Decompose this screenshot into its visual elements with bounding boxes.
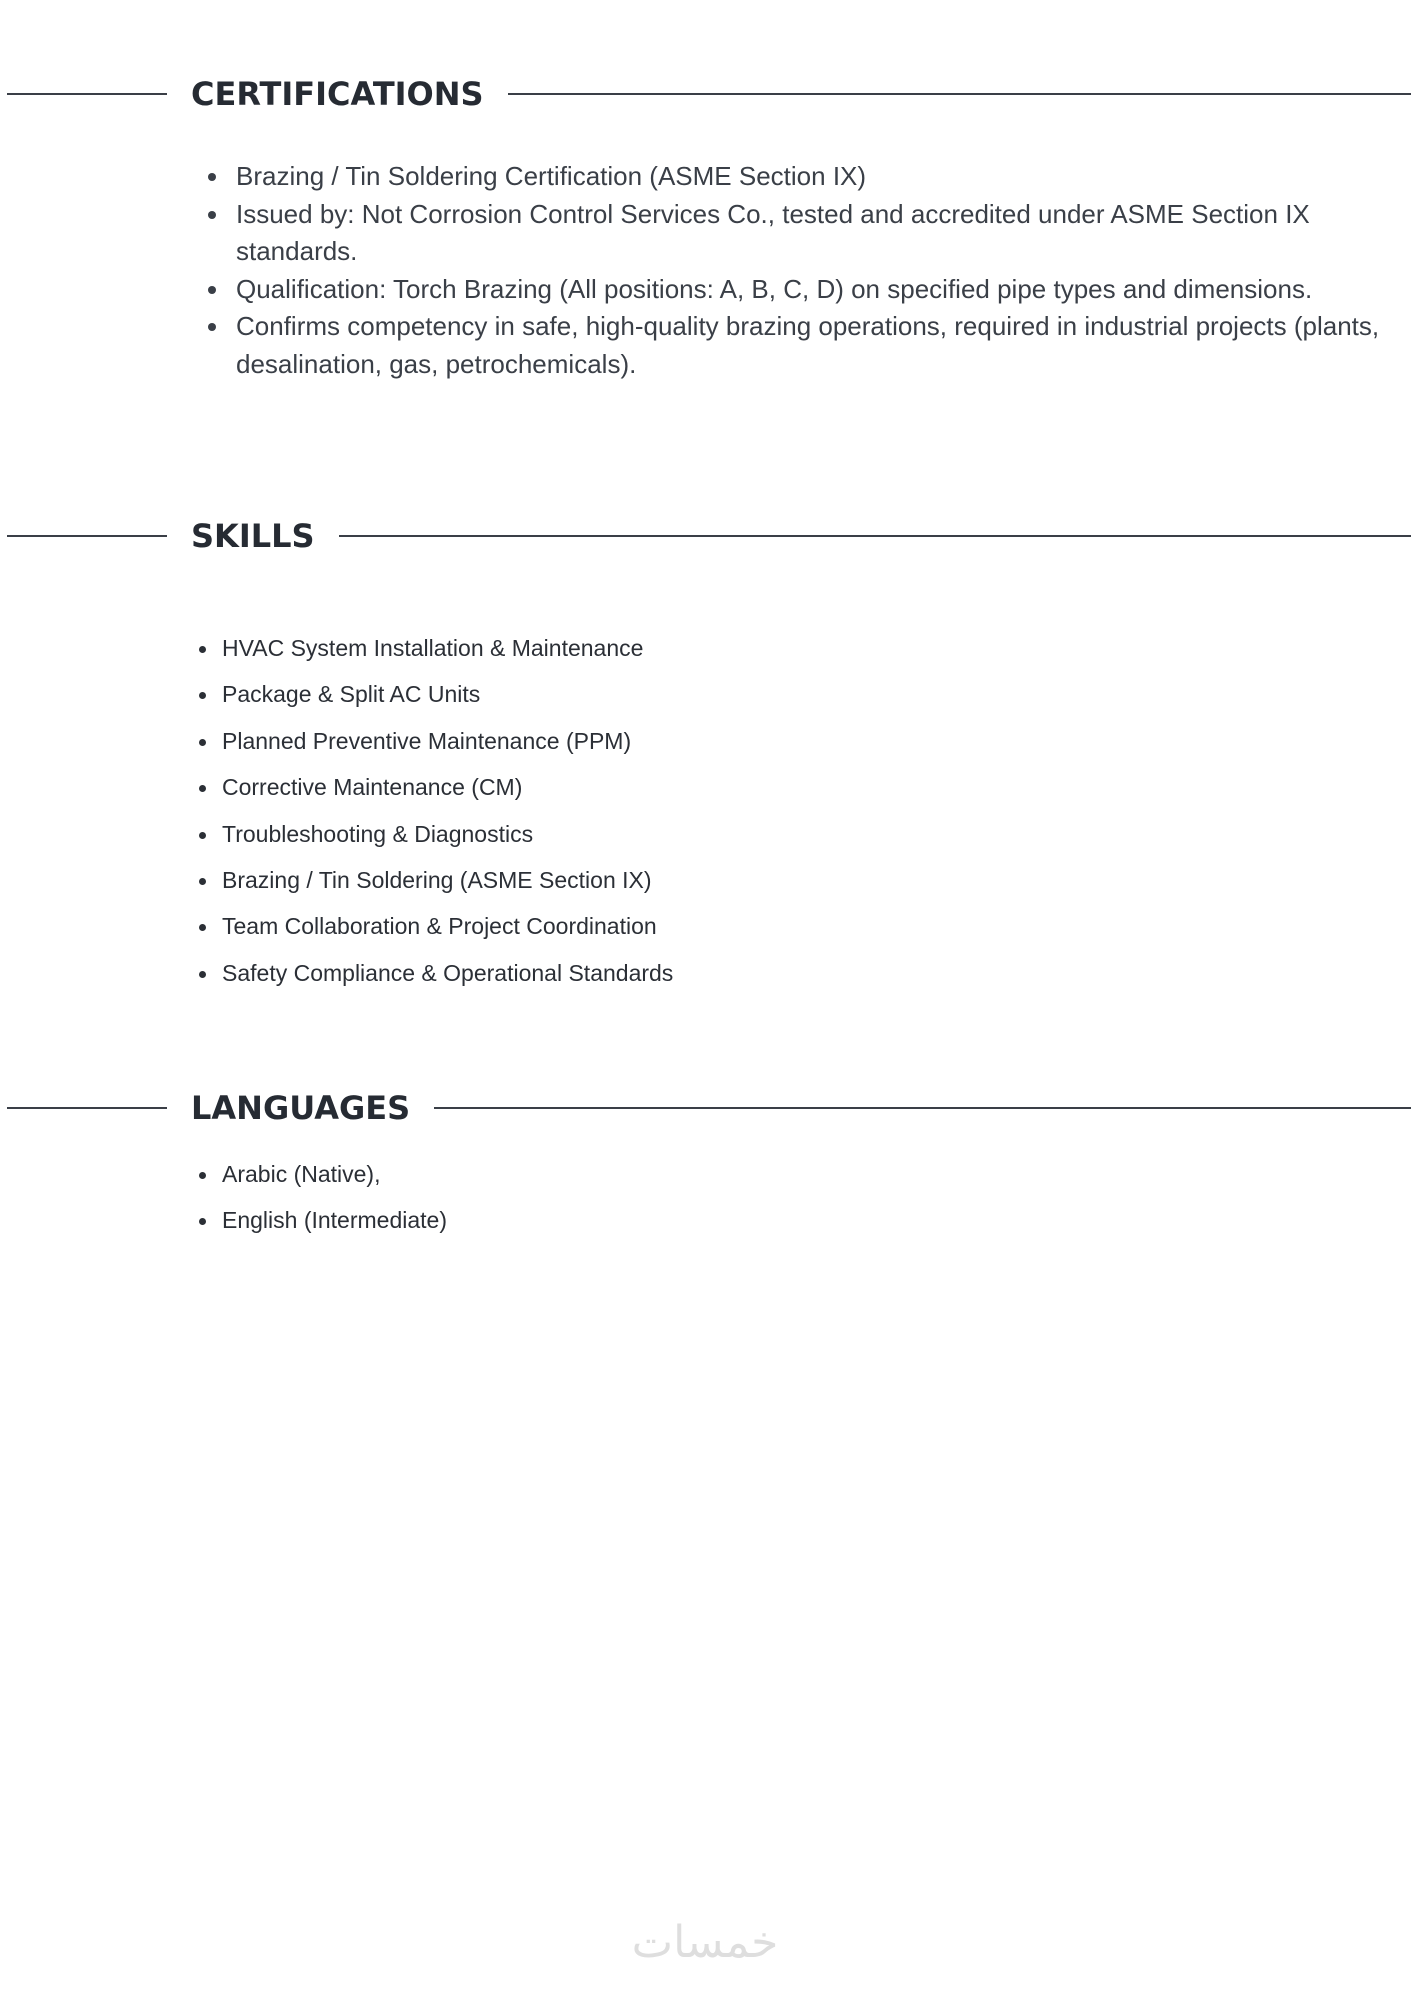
list-item: Planned Preventive Maintenance (PPM) xyxy=(222,727,673,773)
list-item: Troubleshooting & Diagnostics xyxy=(222,820,673,866)
languages-title: LANGUAGES xyxy=(191,1083,434,1133)
divider-left xyxy=(7,93,167,95)
list-item: Brazing / Tin Soldering Certification (ASME Section IX) xyxy=(236,158,1386,196)
certifications-title: CERTIFICATIONS xyxy=(191,69,508,119)
divider-right xyxy=(499,93,1411,95)
list-item: Arabic (Native), xyxy=(222,1160,447,1206)
certifications-header xyxy=(0,69,1414,119)
skills-list xyxy=(191,634,673,1005)
list-item: HVAC System Installation & Maintenance xyxy=(222,634,673,680)
list-item: Team Collaboration & Project Coordination xyxy=(222,912,673,958)
list-item: Brazing / Tin Soldering (ASME Section IX) xyxy=(222,866,673,912)
certifications-list xyxy=(191,158,1386,383)
list-item: English (Intermediate) xyxy=(222,1206,447,1252)
list-item: Confirms competency in safe, high-quality brazing operations, required in industrial projects (plants, desalination, gas, petrochemicals). xyxy=(236,308,1386,383)
divider-left xyxy=(7,535,167,537)
list-item: Qualification: Torch Brazing (All positions: A, B, C, D) on specified pipe types and dimensions. xyxy=(236,271,1386,309)
languages-list xyxy=(191,1160,447,1253)
divider-left xyxy=(7,1107,167,1109)
watermark-logo: خمسات xyxy=(631,1917,779,1968)
list-item: Issued by: Not Corrosion Control Services Co., tested and accredited under ASME Section IX standards. xyxy=(236,196,1386,271)
divider-right xyxy=(428,1107,1411,1109)
list-item: Safety Compliance & Operational Standards xyxy=(222,959,673,1005)
skills-header xyxy=(0,511,1414,561)
list-item: Package & Split AC Units xyxy=(222,680,673,726)
languages-header xyxy=(0,1083,1414,1133)
list-item: Corrective Maintenance (CM) xyxy=(222,773,673,819)
divider-right xyxy=(318,535,1411,537)
skills-title: SKILLS xyxy=(191,511,339,561)
